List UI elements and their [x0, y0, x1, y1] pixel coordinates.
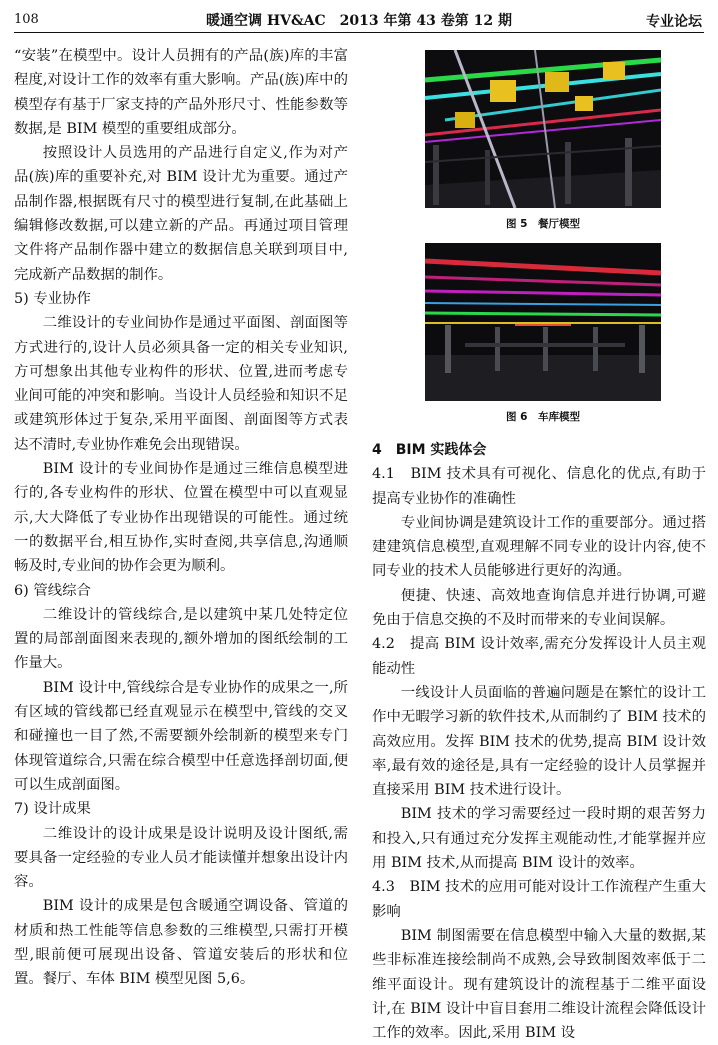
- figure-5: [425, 50, 661, 231]
- journal-title: 暖通空调 HV&AC 2013 年第 43 卷第 12 期: [206, 13, 512, 29]
- subsection-heading: 4.3 BIM 技术的应用可能对设计工作流程产生重大影响: [372, 879, 706, 920]
- paragraph: 二维设计的设计成果是设计说明及设计图纸,需要具备一定经验的专业人员才能读懂并想象出设计内容。: [14, 825, 348, 891]
- paragraph: “安装”在模型中。设计人员拥有的产品(族)库的丰富程度,对设计工作的效率有重大影响。产品(族)库中的模型存有基于厂家支持的产品外形尺寸、性能参数等数据,是 BIM 模型的重要组成部分。: [14, 48, 348, 137]
- restaurant-model-image: [425, 50, 661, 208]
- paragraph: BIM 设计中,管线综合是专业协作的成果之一,所有区域的管线都已经直观显示在模型中,管线的交叉和碰撞也一目了然,不需要额外绘制新的模型来专门体现管道综合,只需在综合模型中任意选择剖切面,便可以生成剖面图。: [14, 679, 348, 793]
- garage-model-image: [425, 243, 661, 401]
- paragraph: 二维设计的专业间协作是通过平面图、剖面图等方式进行的,设计人员必须具备一定的相关专业知识,方可想象出其他专业构件的形状、位置,进而考虑专业间可能的冲突和影响。当设计人员经验和知识不足或建筑形体过于复杂,采用平面图、剖面图等方式表达不清时,专业协作难免会出现错误。: [14, 315, 348, 453]
- page-header: [14, 6, 704, 33]
- right-column: [372, 438, 706, 1045]
- paragraph: BIM 制图需要在信息模型中输入大量的数据,某些非标准连接绘制尚不成熟,会导致制图效率低于二维平面设计。现有建筑设计的流程基于二维平面设计,在 BIM 设计中盲目套用二维设计流程会降低设计工作的效率。因此,采用 BIM 设: [372, 927, 706, 1042]
- paragraph: BIM 设计的成果是包含暖通空调设备、管道的材质和热工性能等信息参数的三维模型,只需打开模型,眼前便可展现出设备、管道安装后的形状和位置。餐厅、车体 BIM 模型见图 5,6。: [14, 898, 348, 988]
- paragraph: BIM 技术的学习需要经过一段时期的艰苦努力和投入,只有通过充分发挥主观能动性,才能掌握并应用 BIM 技术,从而提高 BIM 设计的效率。: [372, 806, 706, 872]
- figure-6-caption: 图 6 车库模型: [506, 411, 580, 423]
- paragraph: BIM 设计的专业间协作是通过三维信息模型进行的,各专业构件的形状、位置在模型中可以直观显示,大大降低了专业协作出现错误的可能性。通过统一的数据平台,相互协作,实时查阅,共享信息,沟通顺畅及时,专业间的协作会更为顺利。: [14, 461, 348, 575]
- figure-5-caption: 图 5 餐厅模型: [506, 218, 580, 230]
- subheading: 6) 管线综合: [14, 582, 91, 599]
- left-column: [14, 44, 348, 992]
- paragraph: 按照设计人员选用的产品进行自定义,作为对产品(族)库的重要补充,对 BIM 设计尤为重要。通过产品制作器,根据既有尺寸的模型进行复制,在此基础上编辑修改数据,可以建立新的产品。再通过项目管理文件将产品制作器中建立的数据信息关联到项目中,完成新产品数据的制作。: [14, 145, 348, 283]
- section-heading: 4 BIM 实践体会: [372, 442, 487, 458]
- paragraph: 一线设计人员面临的普遍问题是在繁忙的设计工作中无暇学习新的软件技术,从而制约了 BIM 技术的高效应用。发挥 BIM 技术的优势,提高 BIM 设计效率,最有效的途径是,具有一定经验的设计人员掌握并直接采用 BIM 技术进行设计。: [372, 684, 706, 799]
- subheading: 5) 专业协作: [14, 290, 91, 307]
- subsection-heading: 4.2 提高 BIM 设计效率,需充分发挥设计人员主观能动性: [372, 636, 706, 677]
- paragraph: 专业间协调是建筑设计工作的重要部分。通过搭建建筑信息模型,直观理解不同专业的设计内容,使不同专业的技术人员能够进行更好的沟通。: [372, 514, 706, 580]
- subsection-heading: 4.1 BIM 技术具有可视化、信息化的优点,有助于提高专业协作的准确性: [372, 466, 706, 507]
- section-label: 专业论坛: [646, 14, 702, 30]
- subheading: 7) 设计成果: [14, 801, 91, 818]
- paragraph: 二维设计的管线综合,是以建筑中某几处特定位置的局部剖面图来表现的,额外增加的图纸绘制的工作量大。: [14, 606, 348, 672]
- paragraph: 便捷、快速、高效地查询信息并进行协调,可避免由于信息交换的不及时而带来的专业间误解。: [372, 587, 706, 629]
- figure-6: [425, 243, 661, 424]
- page-number: 108: [14, 12, 39, 27]
